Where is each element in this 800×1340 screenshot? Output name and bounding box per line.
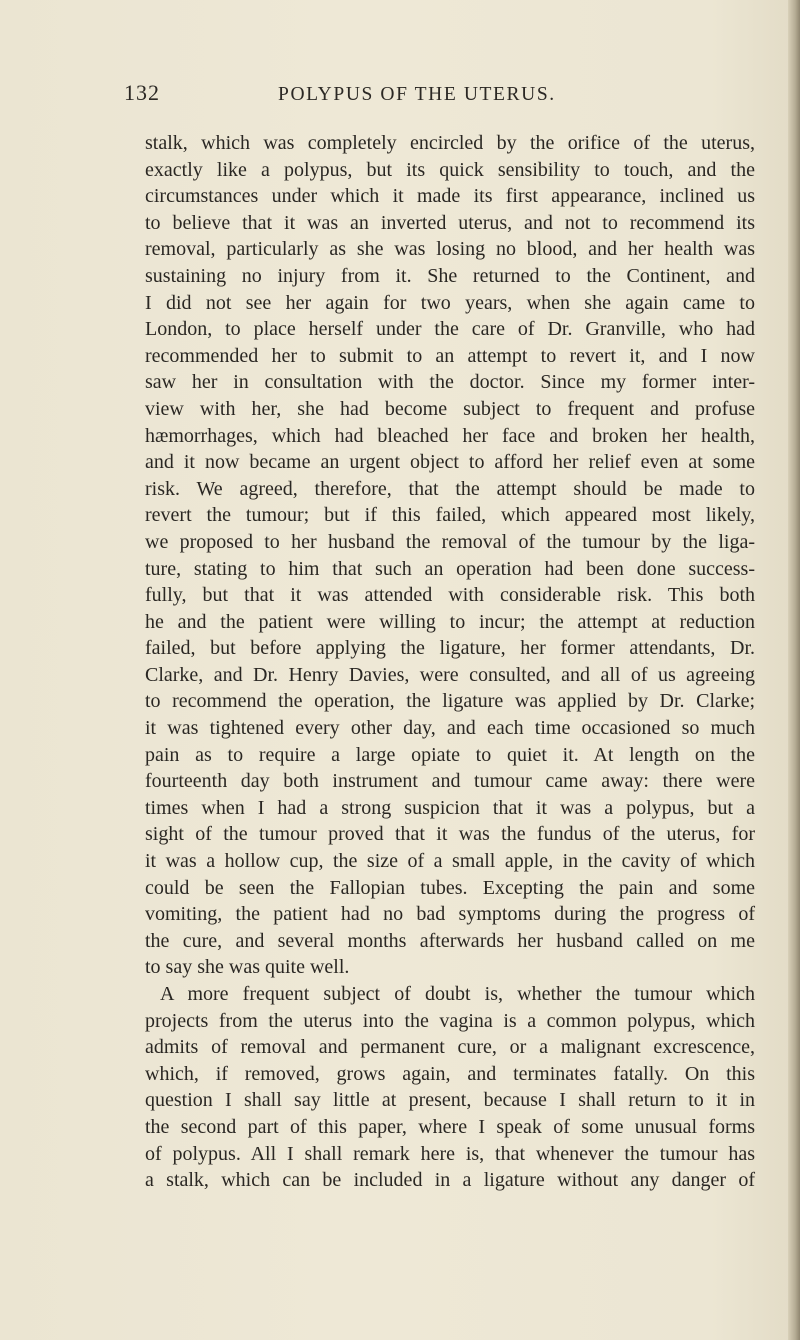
text-line: hæmorrhages, which had bleached her face and broken her health, <box>145 424 755 447</box>
text-line: I did not see her again for two years, when she again came to <box>145 291 755 314</box>
text-line: saw her in consultation with the doctor. Since my former inter- <box>145 371 755 394</box>
page-edge-shadow <box>788 0 800 1340</box>
text-line: recommended her to submit to an attempt to revert it, and I now <box>145 344 755 367</box>
text-line: vomiting, the patient had no bad symptoms during the progress of <box>145 903 755 926</box>
page-header <box>0 76 790 112</box>
text-line: sight of the tumour proved that it was the fundus of the uterus, for <box>145 823 755 846</box>
body-text <box>145 130 755 1194</box>
text-line: it was a hollow cup, the size of a small apple, in the cavity of which <box>145 850 755 873</box>
text-line: risk. We agreed, therefore, that the attempt should be made to <box>145 477 755 500</box>
text-line: A more frequent subject of doubt is, whether the tumour which <box>160 983 755 1005</box>
text-line: circumstances under which it made its first appearance, inclined us <box>145 185 755 208</box>
text-line: removal, particularly as she was losing no blood, and her health was <box>145 238 755 261</box>
text-line: could be seen the Fallopian tubes. Excepting the pain and some <box>145 876 755 899</box>
text-line: which, if removed, grows again, and terminates fatally. On this <box>145 1062 755 1085</box>
text-line: we proposed to her husband the removal of the tumour by the liga- <box>145 530 755 553</box>
text-line: of polypus. All I shall remark here is, that whenever the tumour has <box>145 1142 755 1165</box>
text-line: sustaining no injury from it. She returned to the Continent, and <box>145 264 755 287</box>
text-line: fully, but that it was attended with considerable risk. This both <box>145 584 755 607</box>
text-line: stalk, which was completely encircled by the orifice of the uterus, <box>145 132 755 154</box>
text-line: it was tightened every other day, and each time occasioned so much <box>145 717 755 740</box>
text-line: to believe that it was an inverted uterus, and not to recommend its <box>145 211 755 234</box>
text-line: a stalk, which can be included in a ligature without any danger of <box>145 1169 755 1192</box>
page-number: 132 <box>124 80 160 105</box>
text-line: to recommend the operation, the ligature was applied by Dr. Clarke; <box>145 690 755 713</box>
text-line: fourteenth day both instrument and tumour came away: there were <box>145 770 755 793</box>
text-line: times when I had a strong suspicion that it was a polypus, but a <box>145 796 755 819</box>
text-line: the second part of this paper, where I speak of some unusual forms <box>145 1115 755 1138</box>
text-line: the cure, and several months afterwards her husband called on me <box>145 929 755 952</box>
text-line: Clarke, and Dr. Henry Davies, were consulted, and all of us agreeing <box>145 663 755 686</box>
text-line: projects from the uterus into the vagina is a common polypus, which <box>145 1009 755 1032</box>
text-line: question I shall say little at present, because I shall return to it in <box>145 1089 755 1112</box>
text-line: he and the patient were willing to incur; the attempt at reduction <box>145 610 755 633</box>
running-title: POLYPUS OF THE UTERUS. <box>278 84 556 105</box>
text-line: and it now became an urgent object to afford her relief even at some <box>145 451 755 474</box>
text-line: to say she was quite well. <box>145 956 350 979</box>
text-line: ture, stating to him that such an operation had been done success- <box>145 557 755 580</box>
text-line: exactly like a polypus, but its quick sensibility to touch, and the <box>145 158 755 181</box>
text-line: failed, but before applying the ligature, her former attendants, Dr. <box>145 637 755 660</box>
text-line: revert the tumour; but if this failed, which appeared most likely, <box>145 504 755 527</box>
text-line: pain as to require a large opiate to quiet it. At length on the <box>145 743 755 766</box>
text-line: view with her, she had become subject to frequent and profuse <box>145 397 755 420</box>
text-line: admits of removal and permanent cure, or a malignant excrescence, <box>145 1036 755 1059</box>
text-line: London, to place herself under the care of Dr. Granville, who had <box>145 318 755 341</box>
